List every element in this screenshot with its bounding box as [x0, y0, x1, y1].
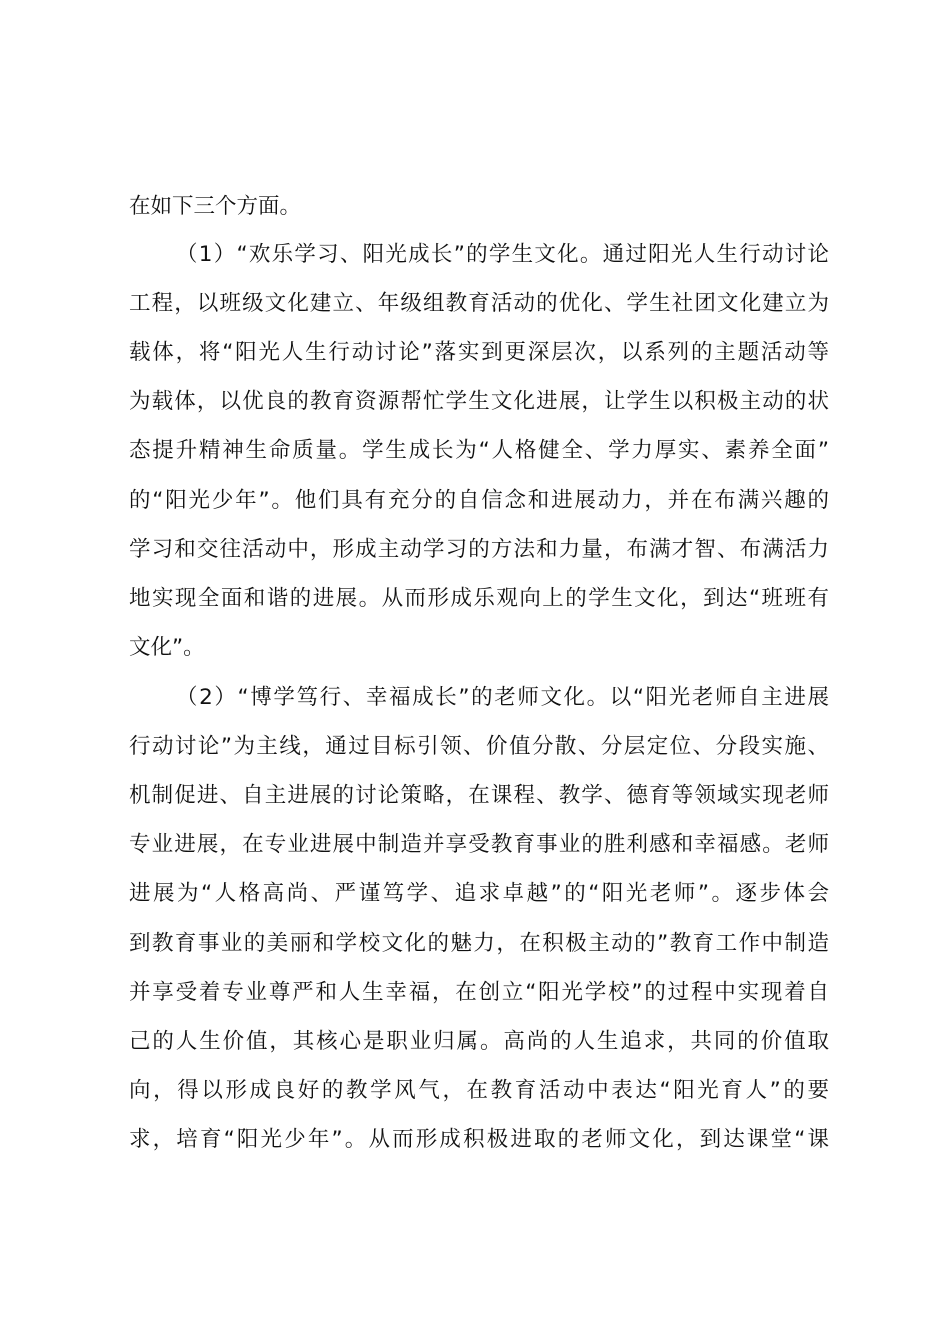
text-line: 为载体，以优良的教育资源帮忙学生文化进展，让学生以积极主动的状 — [129, 389, 829, 414]
text-line: 机制促进、自主进展的讨论策略，在课程、教学、德育等领域实现老师 — [129, 783, 829, 808]
text-line: 文化”。 — [129, 635, 205, 660]
text-line: 己的人生价值，其核心是职业归属。高尚的人生追求，共同的价值取 — [129, 1029, 829, 1054]
text-line: 学习和交往活动中，形成主动学习的方法和力量，布满才智、布满活力 — [129, 537, 829, 562]
text-line: 在如下三个方面。 — [129, 194, 302, 219]
text-line: 向，得以形成良好的教学风气，在教育活动中表达“阳光育人”的要 — [129, 1078, 829, 1103]
paragraph-1-first-line: （1）“欢乐学习、阳光成长”的学生文化。通过阳光人生行动讨论 — [176, 242, 829, 267]
text-line: 并享受着专业尊严和人生幸福，在创立“阳光学校”的过程中实现着自 — [129, 980, 829, 1005]
text-line: 行动讨论”为主线，通过目标引领、价值分散、分层定位、分段实施、 — [129, 734, 829, 759]
text-line: 求，培育“阳光少年”。从而形成积极进取的老师文化，到达课堂“课 — [129, 1127, 829, 1152]
text-line: 地实现全面和谐的进展。从而形成乐观向上的学生文化，到达“班班有 — [129, 586, 829, 611]
paragraph-2-first-line: （2）“博学笃行、幸福成长”的老师文化。以“阳光老师自主进展 — [176, 685, 829, 710]
text-line: 载体，将“阳光人生行动讨论”落实到更深层次，以系列的主题活动等 — [129, 340, 829, 365]
text-line: 进展为“人格高尚、严谨笃学、追求卓越”的“阳光老师”。逐步体会 — [129, 881, 829, 906]
text-line: 工程，以班级文化建立、年级组教育活动的优化、学生社团文化建立为 — [129, 291, 829, 316]
text-line: 到教育事业的美丽和学校文化的魅力，在积极主动的”教育工作中制造 — [129, 931, 829, 956]
text-line: 态提升精神生命质量。学生成长为“人格健全、学力厚实、素养全面” — [129, 438, 829, 463]
text-line: 的“阳光少年”。他们具有充分的自信念和进展动力，并在布满兴趣的 — [129, 488, 829, 513]
text-line: 专业进展，在专业进展中制造并享受教育事业的胜利感和幸福感。老师 — [129, 832, 829, 857]
